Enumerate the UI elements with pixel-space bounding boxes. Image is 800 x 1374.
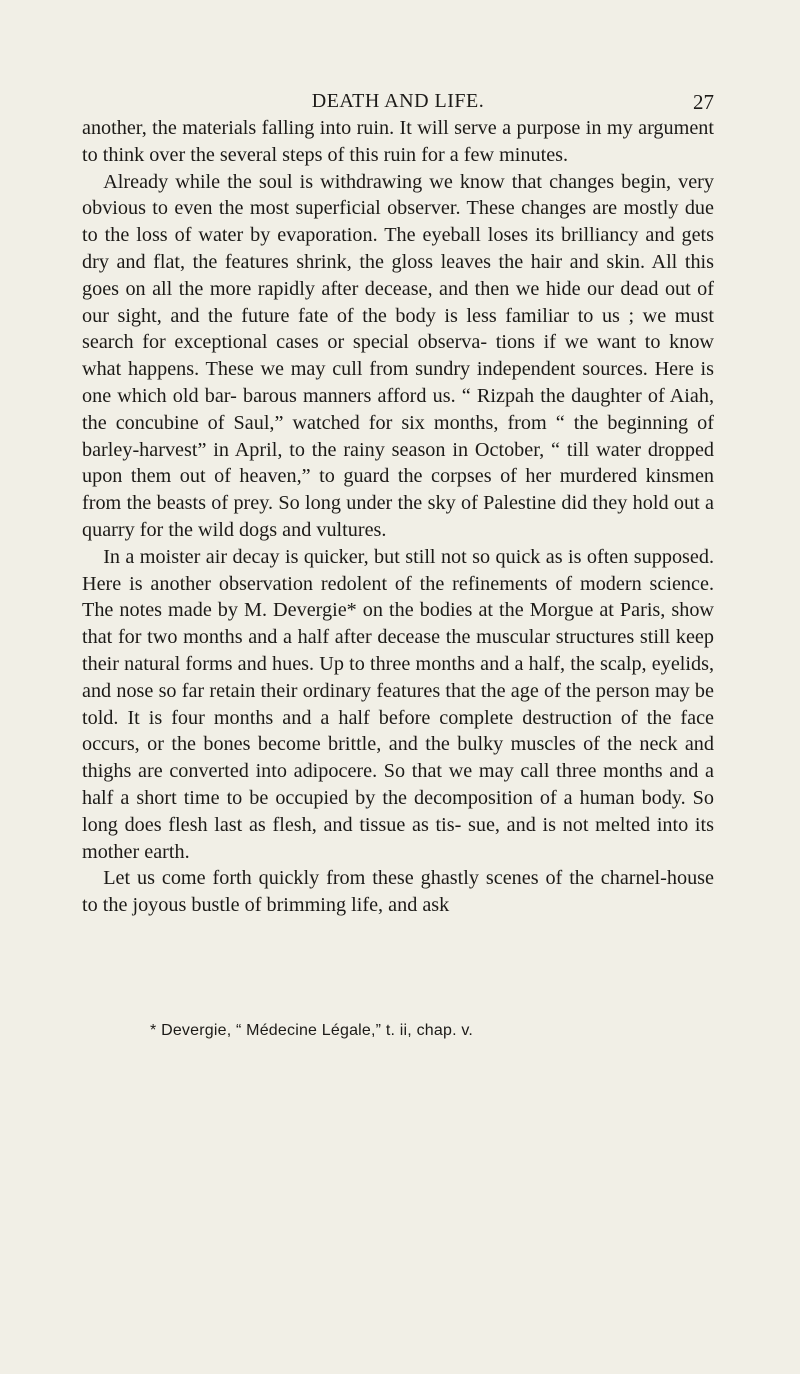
paragraph-1: another, the materials falling into ruin. It will serve a purpose in my argument to think over the several steps of this ruin for a few minutes. (82, 117, 714, 166)
body-text (82, 115, 714, 919)
paragraph-3: In a moister air decay is quicker, but still not so quick as is often supposed. Here is another observation redolent of the refinements of modern science. The notes made by M. Devergie* on the bodies at the Morgue at Paris, show that for two months and a half after decease the muscular structures still keep their natural forms and hues. Up to three months and a half, the scalp, eyelids, and nose so far retain their ordinary features that the age of the person may be told. It is four months and a half before complete destruction of the face occurs, or the bones become brittle, and the bulky muscles of the neck and thighs are converted into adipocere. So that we may call three months and a half a short time to be occupied by the decomposition of a human body. So long does flesh last as flesh, and tissue as tis- sue, and is not melted into its mother earth. (82, 545, 714, 863)
page-number: 27 (693, 90, 714, 114)
paragraph-2: Already while the soul is withdrawing we know that changes begin, very obvious to even the most superficial observer. These changes are mostly due to the loss of water by evaporation. The eyeball loses its brilliancy and gets dry and flat, the features shrink, the gloss leaves the hair and skin. All this goes on all the more rapidly after decease, and then we hide our dead out of our sight, and the future fate of the body is less familiar to us ; we must search for exceptional cases or special observa- tions if we want to know what happens. These we may cull from sundry independent sources. Here is one which old bar- barous manners afford us. “ Rizpah the daughter of Aiah, the concubine of Saul,” watched for six months, from “ the beginning of barley-harvest” in April, to the rainy season in October, “ till water dropped upon them out of heaven,” to guard the corpses of her murdered kinsmen from the beasts of prey. So long under the sky of Palestine did they hold out a quarry for the wild dogs and vultures. (82, 170, 714, 541)
paragraph-4: Let us come forth quickly from these ghastly scenes of the charnel-house to the joyous bustle of brimming life, and ask (82, 867, 714, 917)
running-head: DEATH AND LIFE. (311, 90, 485, 112)
footnote: * Devergie, “ Médecine Légale,” t. ii, chap. v. (150, 1022, 474, 1039)
